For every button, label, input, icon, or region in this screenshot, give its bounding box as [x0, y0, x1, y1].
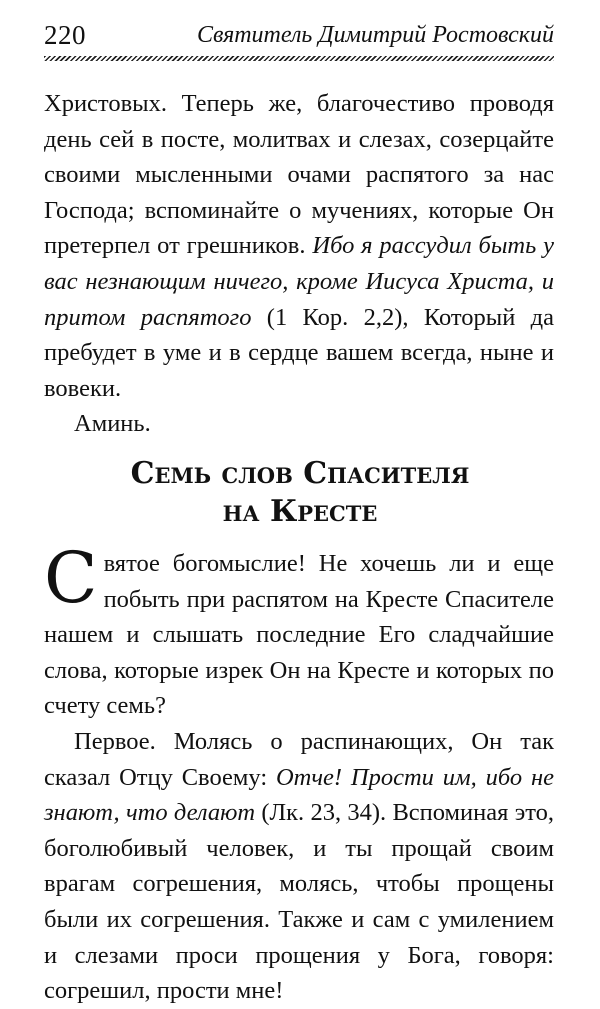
body-text: Первое. Молясь о распинающих, Он так сказал Отцу Своему:: [44, 727, 554, 791]
amen-line: Аминь.: [74, 410, 151, 438]
ornamental-rule: [44, 56, 554, 61]
page-header: [44, 16, 554, 52]
body-text: Христовых. Теперь же, благочестиво проводя день сей в посте, молитвах и слезах, созерцайте своими мысленными очами распятого за нас Господа; вспоминайте о мучениях, которые Он претерпел от грешников.: [44, 90, 554, 260]
section-text-block: [44, 537, 554, 1009]
section-title-line-1: Семь слов Спасителя: [130, 456, 470, 491]
body-text: (Лк. 23, 34). Вспоминая это, боголюбивый человек, и ты прощай своим врагам согрешения, молясь, чтобы прощены были их согрешения. Также и сам с умилением и слезами проси прощения у Бога, говоря: согрешил, прости мне!: [44, 799, 554, 1005]
section-title-line-2: на Кресте: [222, 494, 378, 529]
body-text: (1 Кор. 2,2), Который да пребудет в уме и в сердце вашем всегда, ныне и вовеки.: [44, 303, 554, 402]
scripture-quote: Ибо я рассудил быть у вас незнающим ничего, кроме Иисуса Христа, и притом распятого: [44, 232, 555, 331]
continued-text-block: [44, 86, 554, 442]
drop-cap: С: [44, 537, 98, 619]
paragraph: [44, 724, 554, 1009]
paragraph: [44, 537, 554, 724]
page-number: 220: [44, 20, 86, 50]
scripture-quote: Отче! Прости им, ибо не знают, что делают: [44, 763, 554, 827]
section-title: [0, 455, 600, 531]
running-title: Святитель Димитрий Ростовский: [196, 22, 554, 48]
paragraph: [44, 86, 554, 406]
body-text: вятое богомыслие! Не хочешь ли и еще побыть при распятом на Кресте Спасителе нашем и слышать последние Его сладчайшие слова, которые изрек Он на Кресте и которых по счету семь?: [44, 550, 554, 720]
